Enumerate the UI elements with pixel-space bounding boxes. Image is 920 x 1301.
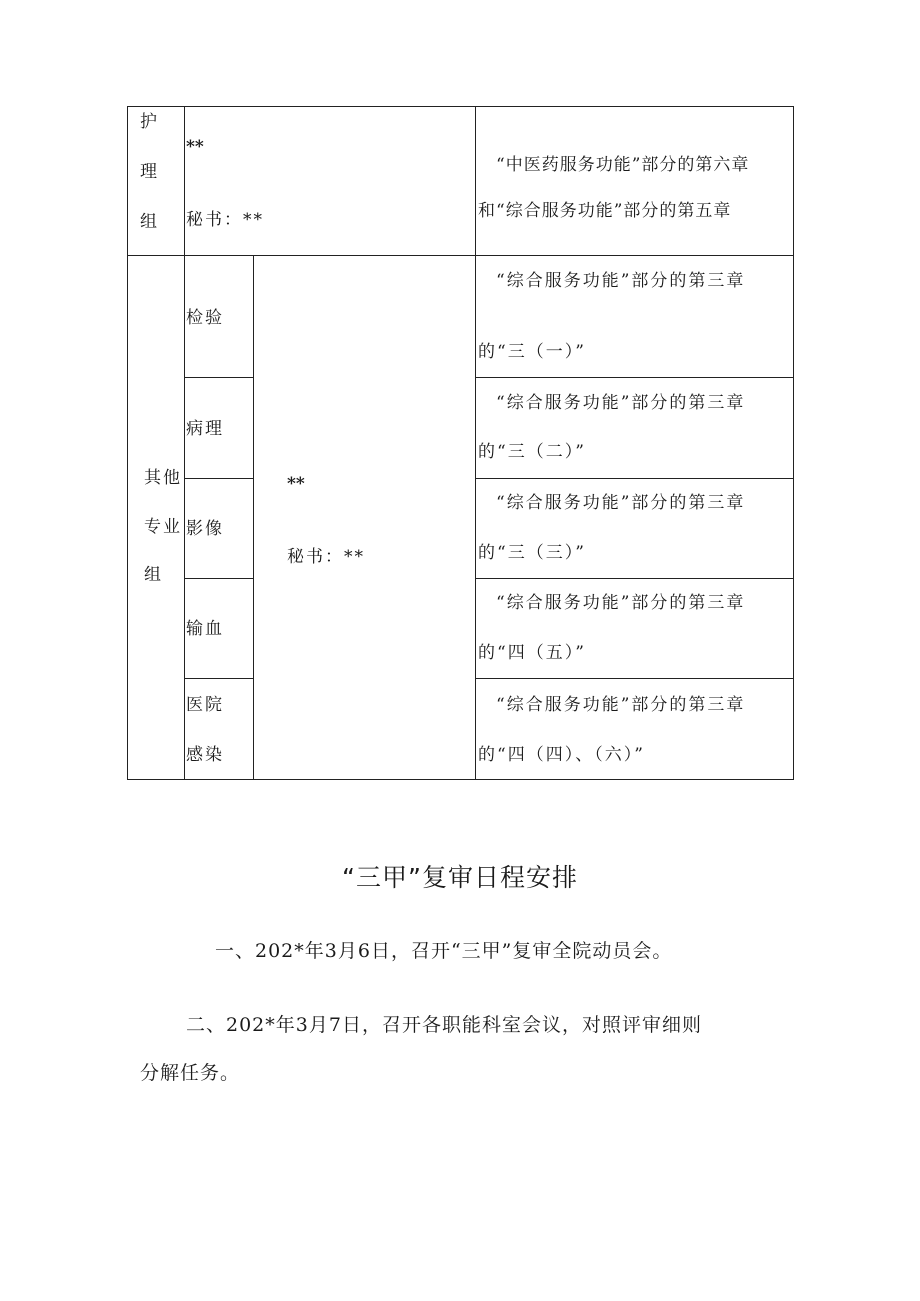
nursing-scope-line2: 和“综合服务功能”部分的第五章 [478,201,732,221]
subgroup-name: 检验 [186,308,224,328]
nursing-group-label-char: 理 [140,162,159,182]
subgroup-scope-line1: “综合服务功能”部分的第三章 [496,695,746,715]
subgroup-scope-line1: “综合服务功能”部分的第三章 [496,393,746,413]
table-row-divider [475,377,794,378]
other-secretary: 秘书：** [287,547,365,567]
subgroup-name: 感染 [186,745,224,765]
nursing-scope-line1: “中医药服务功能”部分的第六章 [496,155,750,175]
other-group-label-line: 组 [144,565,163,585]
subgroup-scope-line2: 的“四（五）” [478,643,586,663]
table-row-divider [184,377,253,378]
subgroup-scope-line2: 的“三（一）” [478,342,586,362]
subgroup-scope-line1: “综合服务功能”部分的第三章 [496,593,746,613]
table-row-divider [184,478,253,479]
subgroup-scope-line2: 的“三（二）” [478,442,586,462]
subgroup-name: 病理 [186,419,224,439]
table-border-left [127,106,128,780]
other-group-label-line: 其他 [144,468,182,488]
schedule-item-2-line2: 分解任务。 [140,1062,241,1084]
table-col-divider [184,106,185,780]
nursing-group-label-char: 护 [140,112,159,132]
table-row-divider [475,578,794,579]
table-col-divider [253,255,254,780]
subgroup-scope-line1: “综合服务功能”部分的第三章 [496,493,746,513]
nursing-group-label-char: 组 [140,212,159,232]
table-row-divider [184,678,253,679]
subgroup-scope-line1: “综合服务功能”部分的第三章 [496,271,746,291]
table-row-divider [475,478,794,479]
subgroup-scope-line2: 的“三（三）” [478,543,586,563]
table-row-divider [184,578,253,579]
other-group-label-line: 专业 [144,517,182,537]
table-row-divider [127,255,794,256]
schedule-item-1: 一、202*年3月6日，召开“三甲”复审全院动员会。 [215,940,673,962]
table-border-bottom [127,779,794,780]
schedule-item-2-line1: 二、202*年3月7日，召开各职能科室会议，对照评审细则 [186,1014,702,1036]
subgroup-scope-line2: 的“四（四）、（六）” [478,745,645,765]
nursing-leader: ** [186,137,204,157]
subgroup-name: 医院 [186,695,224,715]
table-col-divider [475,106,476,780]
other-leader: ** [287,474,305,494]
table-border-top [127,106,794,107]
subgroup-name: 输血 [186,619,224,639]
nursing-secretary: 秘书：** [186,210,264,230]
table-border-right [793,106,794,780]
subgroup-name: 影像 [186,519,224,539]
table-row-divider [475,678,794,679]
page-title: “三甲”复审日程安排 [342,863,578,892]
